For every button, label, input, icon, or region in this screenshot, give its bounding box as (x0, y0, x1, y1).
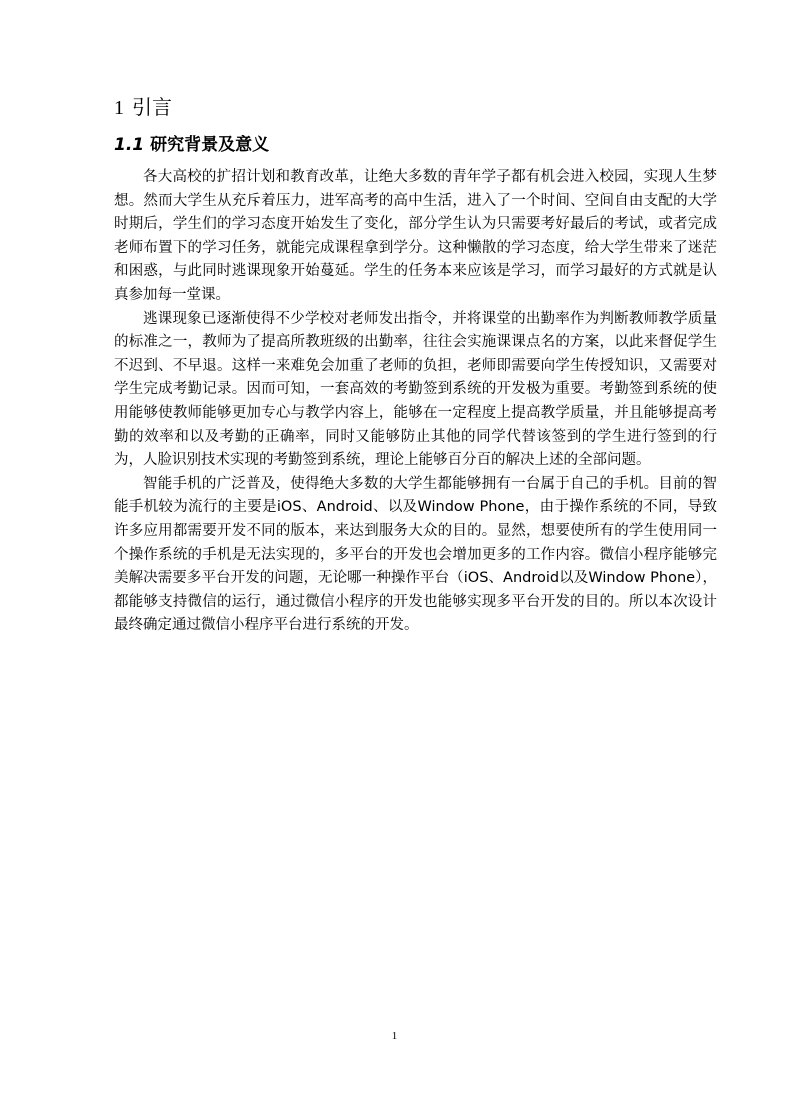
section-number: 1.1 (114, 135, 145, 155)
section-heading (114, 134, 269, 156)
section-title-text: 研究背景及意义 (150, 135, 270, 155)
paragraph-1: 各大高校的扩招计划和教育改革，让绝大多数的青年学子都有机会进入校园，实现人生梦想。然而大学生从充斥着压力，进军高考的高中生活，进入了一个时间、空间自由支配的大学时期后，学生们的学习态度开始发生了变化，部分学生认为只需要考好最后的考试，或者完成老师布置下的学习任务，就能完成课程拿到学分。这种懒散的学习态度，给大学生带来了迷茫和困惑，与此同时逃课现象开始蔓延。学生的任务本来应该是学习，而学习最好的方式就是认真参加每一堂课。 (114, 169, 717, 303)
paragraph-3: 智能手机的广泛普及，使得绝大多数的大学生都能够拥有一台属于自己的手机。目前的智能手机较为流行的主要是iOS、Android、以及Window Phone，由于操作系统的不同，导致许多应用都需要开发不同的版本，来达到服务大众的目的。显然，想要使所有的学生使用同一个操作系统的手机是无法实现的，多平台的开发也会增加更多的工作内容。微信小程序能够完美解决需要多平台开发的问题，无论哪一种操作平台（iOS、Android以及Window Phone），都能够支持微信的运行，通过微信小程序的开发也能够实现多平台开发的目的。所以本次设计最终确定通过微信小程序平台进行系统的开发。 (114, 475, 717, 634)
chapter-title-text: 引言 (132, 95, 172, 119)
body-text (114, 166, 717, 638)
chapter-heading (114, 94, 172, 121)
chapter-number: 1 (114, 97, 124, 119)
page-number: 1 (391, 1030, 398, 1042)
paragraph-2: 逃课现象已逐渐使得不少学校对老师发出指令，并将课堂的出勤率作为判断教师教学质量的标准之一，教师为了提高所教班级的出勤率，往往会实施课课点名的方案，以此来督促学生不迟到、不早退。这样一来难免会加重了老师的负担，老师即需要向学生传授知识，又需要对学生完成考勤记录。因而可知，一套高效的考勤签到系统的开发极为重要。考勤签到系统的使用能够使教师能够更加专心与教学内容上，能够在一定程度上提高教学质量，并且能够提高考勤的效率和以及考勤的正确率，同时又能够防止其他的同学代替该签到的学生进行签到的行为，人脸识别技术实现的考勤签到系统，理论上能够百分百的解决上述的全部问题。 (114, 310, 717, 469)
